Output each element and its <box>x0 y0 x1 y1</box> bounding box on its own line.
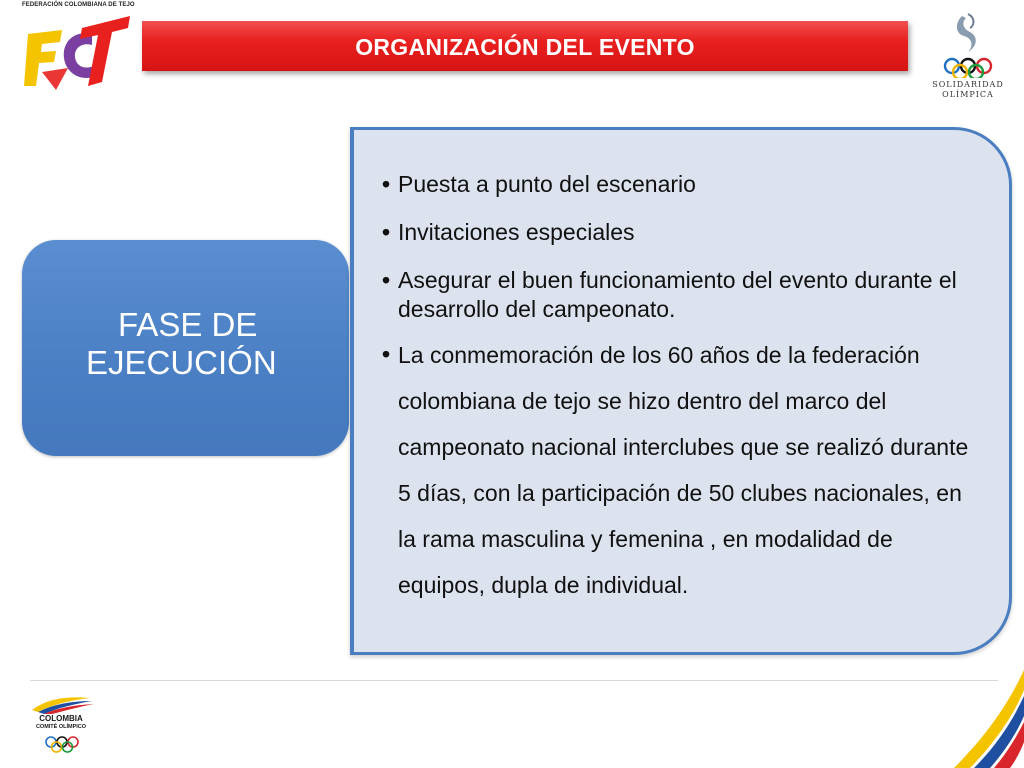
bullet-item <box>382 170 982 199</box>
bullet-icon: • <box>382 341 391 367</box>
phase-line-2: EJECUCIÓN <box>86 344 277 381</box>
bullet-item <box>382 266 982 324</box>
bullet-text: Asegurar el buen funcionamiento del evento durante el desarrollo del campeonato. <box>398 267 957 322</box>
bullet-icon: • <box>382 267 391 293</box>
colombia-flag-swoosh-icon <box>28 694 98 714</box>
corner-swoosh-icon <box>950 670 1024 768</box>
federation-caption: FEDERACIÓN COLOMBIANA DE TEJO <box>22 2 135 8</box>
fct-logo-icon <box>22 12 137 94</box>
solidarity-caption-line2: OLÍMPICA <box>942 90 994 99</box>
title-bar <box>142 21 908 71</box>
bullet-list <box>382 170 982 627</box>
page-title: ORGANIZACIÓN DEL EVENTO <box>355 33 695 60</box>
olympic-rings-icon <box>42 734 82 756</box>
solidarity-logo <box>918 8 1018 104</box>
phase-label <box>22 306 349 382</box>
solidarity-caption-line1: SOLIDARIDAD <box>932 80 1004 89</box>
bullet-icon: • <box>382 219 391 245</box>
bullet-item <box>382 332 982 608</box>
footer-divider <box>30 680 998 681</box>
phase-line-1: FASE DE <box>118 306 258 343</box>
bullet-text: Puesta a punto del escenario <box>398 171 696 197</box>
committee-caption-line2: COMITÉ OLÍMPICO <box>35 724 87 730</box>
solidaridad-olimpica-icon <box>918 8 1018 78</box>
bullet-item <box>382 218 982 247</box>
olympic-rings-icon <box>945 59 991 78</box>
committee-logo <box>28 694 98 760</box>
bullet-icon: • <box>382 171 391 197</box>
content-card <box>350 127 1012 655</box>
bullet-text: La conmemoración de los 60 años de la federación colombiana de tejo se hizo dentro del marco del campeonato nacional interclubes que se realizó durante 5 días, con la participación de 50 clubes nacionales, en la rama masculina y femenina , en modalidad de equipos, dupla de individual. <box>398 342 969 598</box>
phase-box <box>22 240 349 456</box>
federation-logo <box>22 2 137 94</box>
committee-caption-line1: COLOMBIA <box>39 714 83 723</box>
bullet-text: Invitaciones especiales <box>398 219 635 245</box>
